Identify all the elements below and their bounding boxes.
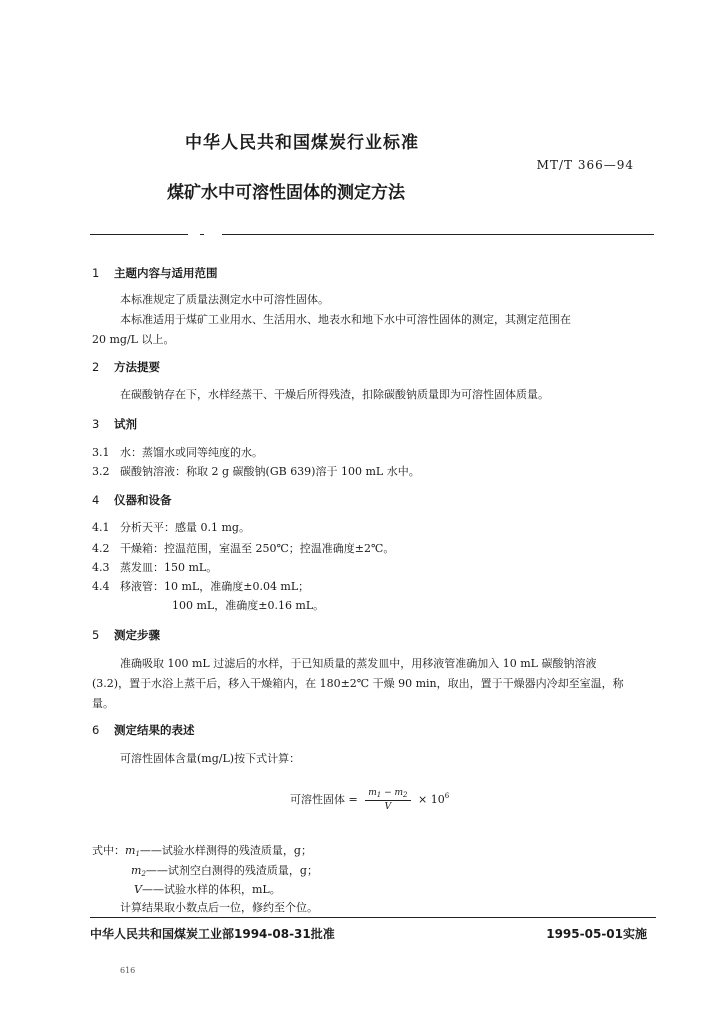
item-4-4-line-2: 100 mL，准确度±0.16 mL。 <box>172 599 325 612</box>
section-2-para-1: 在碳酸钠存在下，水样经蒸干、干燥后所得残渣，扣除碳酸钠质量即为可溶性固体质量。 <box>120 388 549 401</box>
formula-fraction: $\frac{m_1 - m_2}{V}$ <box>365 788 410 812</box>
footer-rule <box>90 917 656 918</box>
item-4-1: 4.1 分析天平：感量 0.1 mg。 <box>92 521 250 534</box>
section-2-heading: 2 方法提要 <box>92 360 160 374</box>
section-5-para-line-1: 准确吸取 100 mL 过滤后的水样，于已知质量的蒸发皿中，用移液管准确加入 10 mL 碳酸钠溶液 <box>120 657 597 670</box>
standard-code: MT/T 366—94 <box>536 158 634 172</box>
section-1-heading: 1 主题内容与适用范围 <box>92 266 218 280</box>
section-5-heading: 5 测定步骤 <box>92 628 160 642</box>
section-3-heading: 3 试剂 <box>92 417 137 431</box>
item-4-2: 4.2 干燥箱：控温范围，室温至 250℃；控温准确度±2℃。 <box>92 542 395 555</box>
item-4-4: 4.4 移液管：10 mL，准确度±0.04 mL； <box>92 580 310 593</box>
document-title: 煤矿水中可溶性固体的测定方法 <box>167 183 405 203</box>
section-5-para-line-3: 量。 <box>92 697 114 710</box>
page-number: 616 <box>120 966 136 975</box>
implementation-date: 1995-05-01实施 <box>546 927 647 941</box>
header-rule-left <box>90 234 188 235</box>
section-1-para-1: 本标准规定了质量法测定水中可溶性固体。 <box>120 293 329 306</box>
variable-m1: 式中：$m_1——$试验水样测得的残渣质量，g； <box>92 844 312 858</box>
section-6-heading: 6 测定结果的表述 <box>92 723 195 737</box>
header-rule-dash <box>200 234 204 235</box>
standard-header-title: 中华人民共和国煤炭行业标准 <box>185 133 419 153</box>
section-1-para-2a: 本标准适用于煤矿工业用水、生活用水、地表水和地下水中可溶性固体的测定，其测定范围在 <box>120 313 571 326</box>
variable-m2: $m_2——$试剂空白测得的残渣质量，g； <box>131 864 318 878</box>
item-3-1: 3.1 水：蒸馏水或同等纯度的水。 <box>92 446 263 459</box>
section-6-para-2: 计算结果取小数点后一位，修约至个位。 <box>120 901 318 914</box>
formula: 可溶性固体 = $\frac{m_1 - m_2}{V}$ × $10^6$ <box>290 788 450 812</box>
item-3-2: 3.2 碳酸钠溶液：称取 2 g 碳酸钠(GB 639)溶于 100 mL 水中。 <box>92 465 420 478</box>
section-6-para-1: 可溶性固体含量(mg/L)按下式计算： <box>120 752 301 765</box>
section-5-para-line-2: (3.2)，置于水浴上蒸干后，移入干燥箱内，在 180±2℃ 干燥 90 min，取出，置于干燥器内冷却至室温，称 <box>92 677 624 690</box>
section-4-heading: 4 仪器和设备 <box>92 493 172 507</box>
variable-v: V——试验水样的体积，mL。 <box>134 883 281 896</box>
header-rule-right <box>222 234 654 235</box>
item-4-3: 4.3 蒸发皿：150 mL。 <box>92 561 218 574</box>
section-1-para-2b: 20 mg/L 以上。 <box>92 333 175 346</box>
approval-date: 中华人民共和国煤炭工业部1994-08-31批准 <box>90 927 335 941</box>
